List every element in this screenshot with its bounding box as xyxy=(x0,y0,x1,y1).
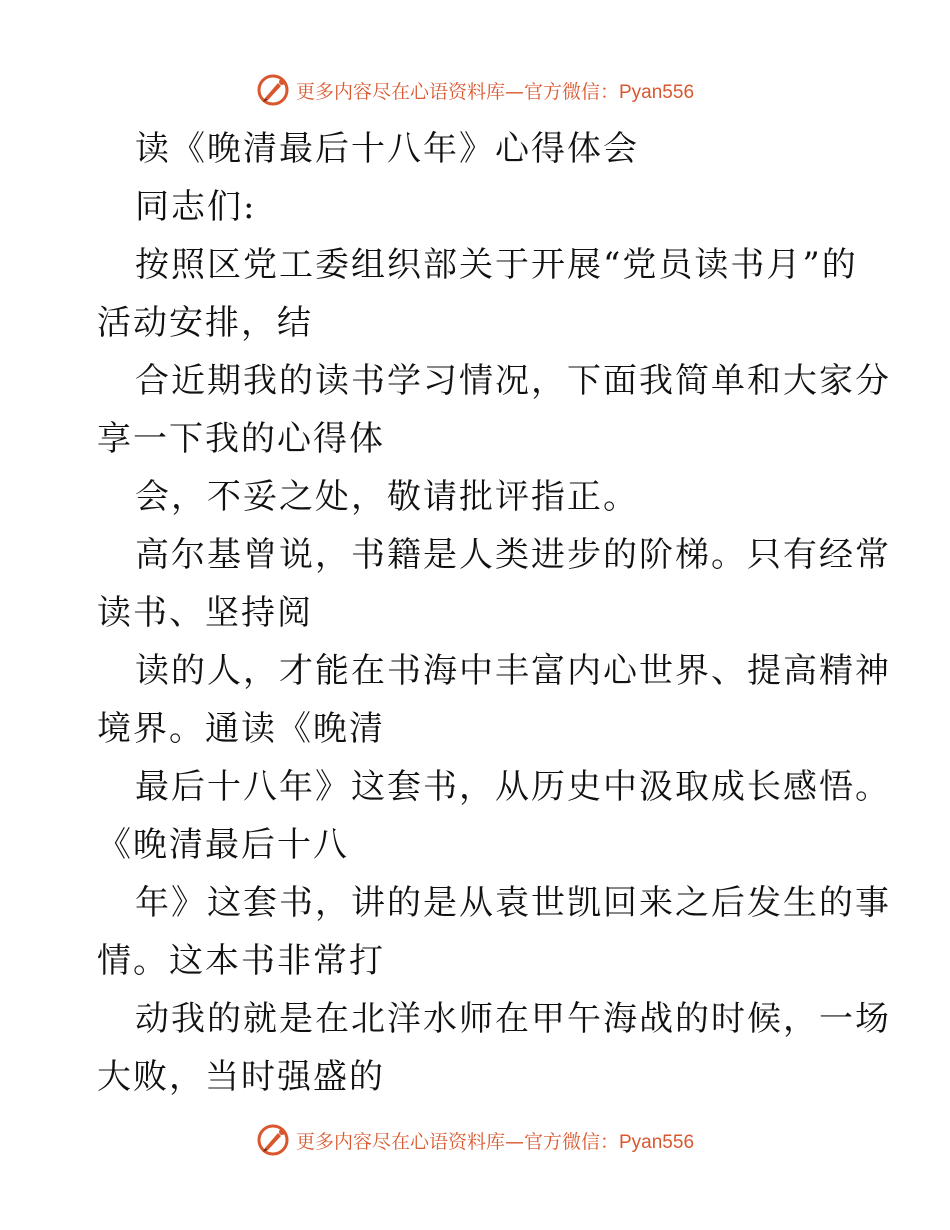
pen-logo-icon xyxy=(256,73,290,107)
paragraph-line: 活动安排，结 xyxy=(97,303,313,343)
document-body xyxy=(97,120,891,1106)
header-watermark-label: 更多内容尽在心语资料库—官方微信： xyxy=(295,80,619,103)
paragraph-line: 享一下我的心得体 xyxy=(97,419,385,459)
paragraph-line: 读的人，才能在书海中丰富内心世界、提高精神 xyxy=(135,651,891,691)
footer-watermark-label: 更多内容尽在心语资料库—官方微信： xyxy=(295,1130,619,1153)
paragraph-line: 合近期我的读书学习情况，下面我简单和大家分 xyxy=(135,361,891,401)
header-watermark-text xyxy=(296,77,694,104)
paragraph-line: 会，不妥之处，敬请批评指正。 xyxy=(135,477,639,517)
footer-watermark-text xyxy=(296,1127,694,1154)
paragraph-line: 动我的就是在北洋水师在甲午海战的时候，一场 xyxy=(135,999,891,1039)
document-title: 读《晚清最后十八年》心得体会 xyxy=(135,129,639,169)
paragraph-line: 情。这本书非常打 xyxy=(97,941,385,981)
paragraph-line: 年》这套书，讲的是从袁世凯回来之后发生的事 xyxy=(135,883,891,923)
footer-watermark-banner xyxy=(0,1120,950,1160)
header-watermark-banner xyxy=(0,70,950,110)
footer-watermark-handle: Pyan556 xyxy=(619,1131,695,1153)
paragraph-line: 读书、坚持阅 xyxy=(97,593,313,633)
paragraph-line: 大败，当时强盛的 xyxy=(97,1057,385,1097)
paragraph-line: 《晚清最后十八 xyxy=(97,825,349,865)
header-watermark-handle: Pyan556 xyxy=(619,81,695,103)
pen-logo-icon xyxy=(256,1123,290,1157)
salutation: 同志们: xyxy=(135,187,257,227)
paragraph-line: 最后十八年》这套书，从历史中汲取成长感悟。 xyxy=(135,767,891,807)
paragraph-line: 高尔基曾说，书籍是人类进步的阶梯。只有经常 xyxy=(135,535,891,575)
paragraph-line: 境界。通读《晚清 xyxy=(97,709,385,749)
paragraph-line: 按照区党工委组织部关于开展“党员读书月”的 xyxy=(135,245,858,285)
